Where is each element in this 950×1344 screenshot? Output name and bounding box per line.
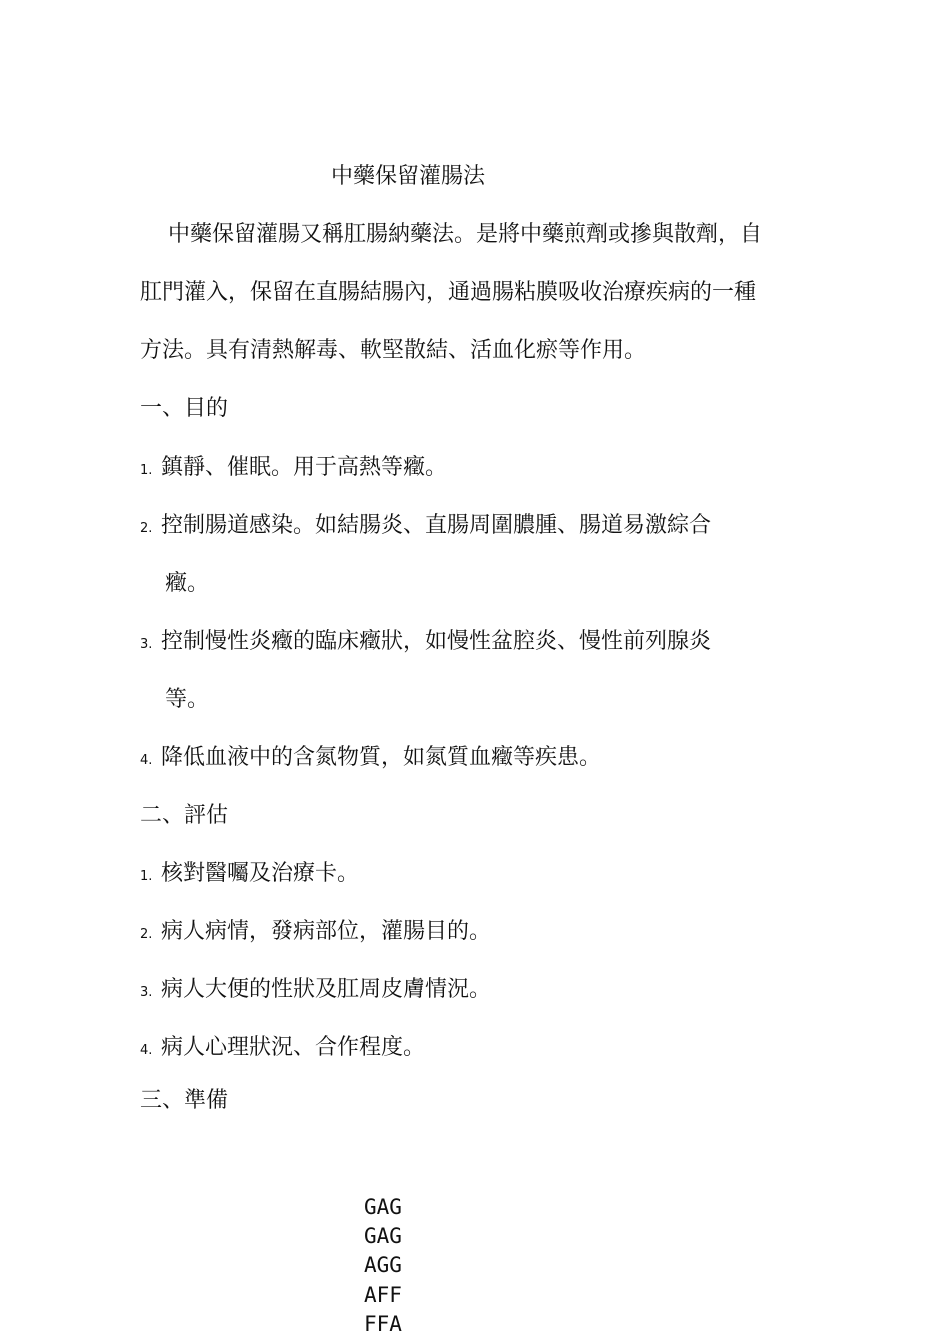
list-item-number: 2. xyxy=(140,521,153,536)
list-item-number: 4. xyxy=(140,1043,153,1058)
list-item-text: 核對醫囑及治療卡。 xyxy=(161,861,360,886)
list-item xyxy=(140,451,447,488)
code-item: GAG xyxy=(364,1224,402,1249)
section-heading-assessment: 二、評估 xyxy=(140,803,229,828)
list-item-number: 2. xyxy=(140,927,153,942)
intro-line-1: 中藥保留灌腸又稱肛腸納藥法。是將中藥煎劑或摻與散劑，自 xyxy=(168,222,763,247)
list-item-number: 1. xyxy=(140,463,153,478)
code-item: AFF xyxy=(364,1282,402,1307)
list-item xyxy=(140,509,711,546)
list-item xyxy=(140,915,491,952)
list-item-continuation: 等。 xyxy=(165,687,210,712)
list-item-continuation: 癥。 xyxy=(165,571,210,596)
list-item xyxy=(140,973,491,1010)
list-item-text: 控制慢性炎癥的臨床癥狀，如慢性盆腔炎、慢性前列腺炎 xyxy=(161,629,712,654)
list-item xyxy=(140,625,711,662)
code-item: GAG xyxy=(364,1195,402,1219)
code-item: AGG xyxy=(364,1253,402,1278)
list-item-text: 病人病情，發病部位，灌腸目的。 xyxy=(161,919,492,944)
list-item-number: 3. xyxy=(140,637,153,652)
list-item-text: 病人心理狀況、合作程度。 xyxy=(161,1035,426,1060)
list-item xyxy=(140,741,601,778)
list-item xyxy=(140,1031,425,1068)
list-item xyxy=(140,857,359,894)
list-item-number: 4. xyxy=(140,753,153,768)
list-item-number: 1. xyxy=(140,869,153,884)
code-list xyxy=(364,1193,402,1339)
intro-line-3: 方法。具有清熱解毒、軟堅散結、活血化瘀等作用。 xyxy=(140,338,647,363)
intro-line-2: 肛門灌入，保留在直腸結腸內，通過腸粘膜吸收治療疾病的一種 xyxy=(140,280,757,305)
list-item-number: 3. xyxy=(140,985,153,1000)
list-item-text: 降低血液中的含氮物質，如氮質血癥等疾患。 xyxy=(161,745,602,770)
document-title: 中藥保留灌腸法 xyxy=(331,164,486,189)
list-item-text: 控制腸道感染。如結腸炎、直腸周圍膿腫、腸道易激綜合 xyxy=(161,513,712,538)
section-heading-purpose: 一、目的 xyxy=(140,396,229,421)
code-item: FFA xyxy=(364,1311,402,1336)
list-item-text: 鎮靜、催眠。用于高熱等癥。 xyxy=(161,455,448,480)
list-item-text: 病人大便的性狀及肛周皮膚情況。 xyxy=(161,977,492,1002)
section-heading-preparation: 三、準備 xyxy=(140,1088,229,1113)
